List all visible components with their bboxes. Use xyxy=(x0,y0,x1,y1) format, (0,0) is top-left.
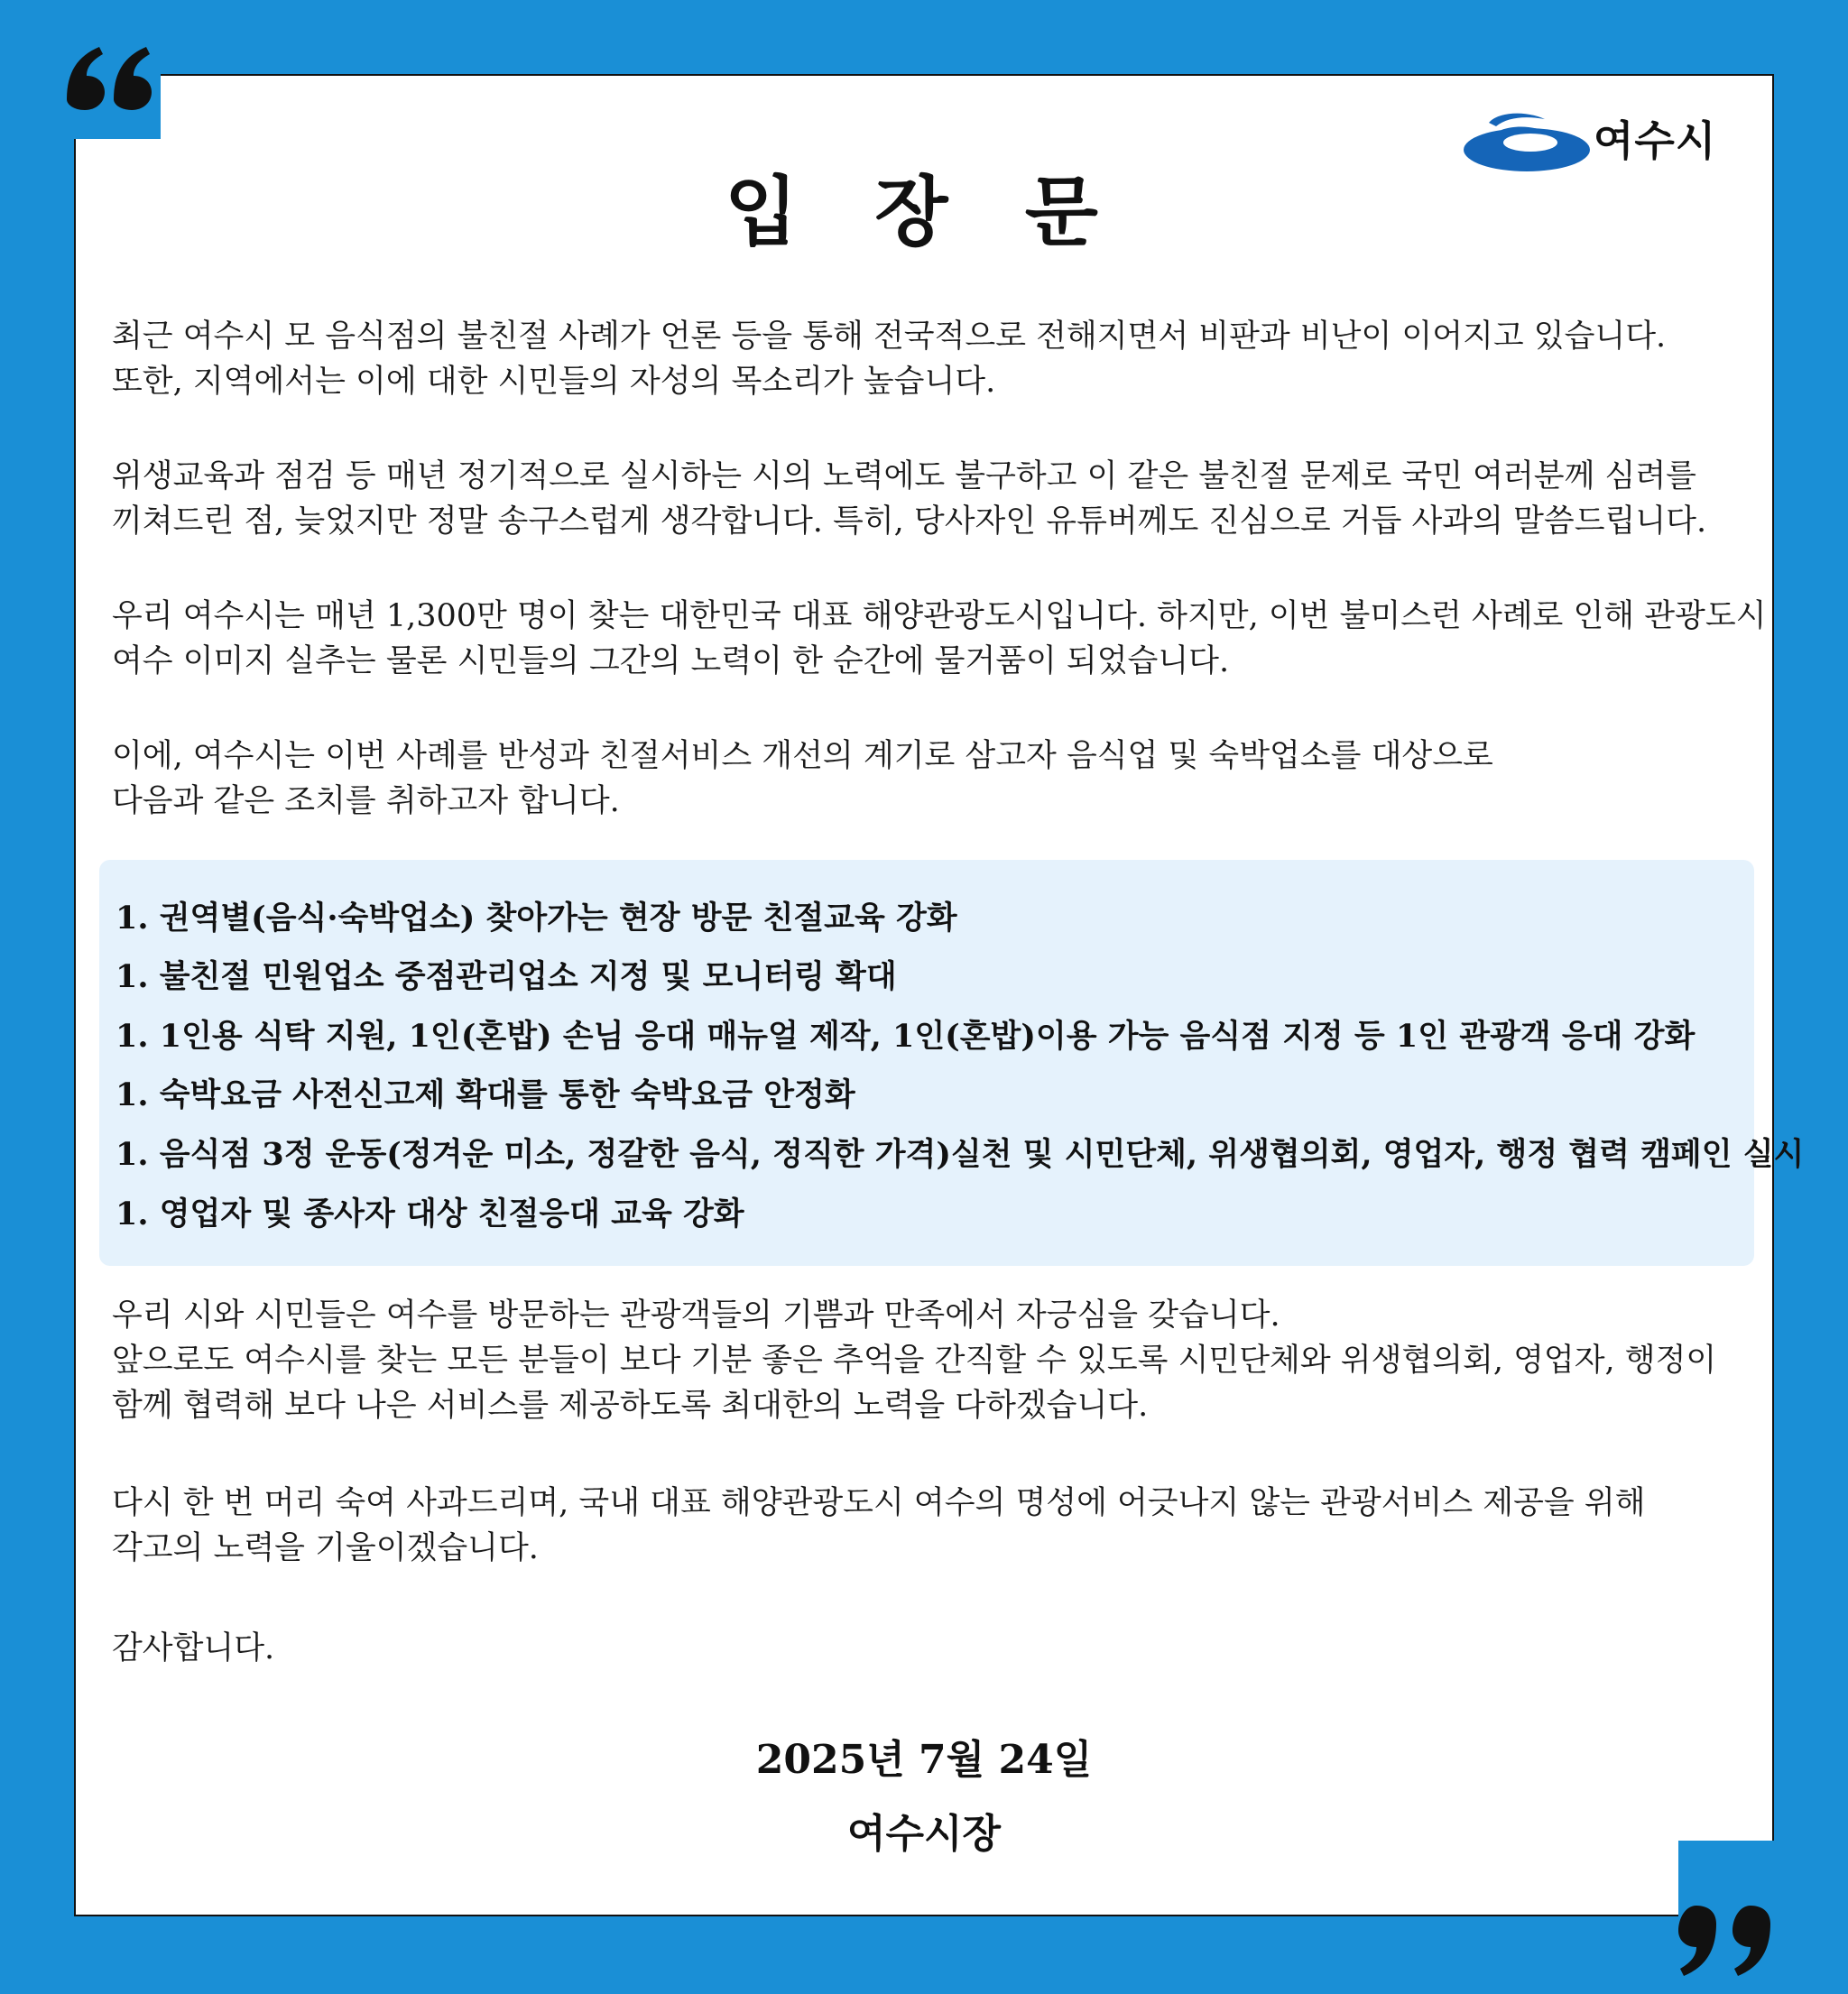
text-line: 위생교육과 점검 등 매년 정기적으로 실시하는 시의 노력에도 불구하고 이 같은 불친절 문제로 국민 여러분께 심려를 xyxy=(112,458,1696,494)
text-line: 함께 협력해 보다 나은 서비스를 제공하도록 최대한의 노력을 다하겠습니다. xyxy=(112,1388,1149,1424)
text-line: 이에, 여수시는 이번 사례를 반성과 친절서비스 개선의 계기로 삼고자 음식업 및 숙박업소를 대상으로 xyxy=(112,738,1493,774)
measure-item: 1. 숙박요금 사전신고제 확대를 통한 숙박요금 안정화 xyxy=(116,1076,855,1113)
action-intro-paragraph xyxy=(112,734,1736,824)
text-line: 다시 한 번 머리 숙여 사과드리며, 국내 대표 해양관광도시 여수의 명성에 어긋나지 않는 관광서비스 제공을 위해 xyxy=(112,1485,1646,1521)
measure-item: 1. 영업자 및 종사자 대상 친절응대 교육 강화 xyxy=(116,1195,744,1232)
measure-item: 1. 음식점 3정 운동(정겨운 미소, 정갈한 음식, 정직한 가격)실천 및 시민단체, 위생협의회, 영업자, 행정 협력 캠페인 실시 xyxy=(116,1136,1805,1173)
measure-item: 1. 권역별(음식·숙박업소) 찾아가는 현장 방문 친절교육 강화 xyxy=(116,900,957,937)
text-line: 또한, 지역에서는 이에 대한 시민들의 자성의 목소리가 높습니다. xyxy=(112,364,996,400)
text-line: 최근 여수시 모 음식점의 불친절 사례가 언론 등을 통해 전국적으로 전해지면서 비판과 비난이 이어지고 있습니다. xyxy=(112,318,1667,355)
close-quote-icon xyxy=(1678,1886,1796,1985)
text-line: 각고의 노력을 기울이겠습니다. xyxy=(112,1530,539,1566)
apology-closing-paragraph xyxy=(112,1481,1736,1571)
statement-date: 2025년 7월 24일 xyxy=(755,1737,1093,1783)
text-line: 우리 여수시는 매년 1,300만 명이 찾는 대한민국 대표 해양관광도시입니다. 하지만, 이번 불미스런 사례로 인해 관광도시 xyxy=(112,598,1767,634)
text-line: 여수 이미지 실추는 물론 시민들의 그간의 노력이 한 순간에 물거품이 되었습니다. xyxy=(112,643,1230,679)
page-title: 입 장 문 xyxy=(725,168,1123,256)
pride-paragraph xyxy=(112,1293,1736,1428)
thanks-paragraph xyxy=(112,1626,1736,1671)
measure-item: 1. 불친절 민원업소 중점관리업소 지정 및 모니터링 확대 xyxy=(116,958,897,995)
tourism-paragraph xyxy=(112,594,1767,684)
text-line: 감사합니다. xyxy=(112,1630,275,1666)
brand-name: 여수시 xyxy=(1594,116,1717,165)
intro-paragraph xyxy=(112,314,1736,404)
text-line: 우리 시와 시민들은 여수를 방문하는 관광객들의 기쁨과 만족에서 자긍심을 갖습니다. xyxy=(112,1297,1280,1334)
text-line: 앞으로도 여수시를 찾는 모든 분들이 보다 기분 좋은 추억을 간직할 수 있도록 시민단체와 위생협의회, 영업자, 행정이 xyxy=(112,1343,1717,1379)
apology-paragraph xyxy=(112,454,1736,544)
signer-name: 여수시장 xyxy=(846,1811,1001,1857)
text-line: 끼쳐드린 점, 늦었지만 정말 송구스럽게 생각합니다. 특히, 당사자인 유튜버께도 진심으로 거듭 사과의 말씀드립니다. xyxy=(112,503,1707,540)
open-quote-icon xyxy=(60,18,159,117)
text-line: 다음과 같은 조치를 취하고자 합니다. xyxy=(112,783,620,819)
measure-item: 1. 1인용 식탁 지원, 1인(혼밥) 손님 응대 매뉴얼 제작, 1인(혼밥)이용 가능 음식점 지정 등 1인 관광객 응대 강화 xyxy=(116,1018,1696,1055)
